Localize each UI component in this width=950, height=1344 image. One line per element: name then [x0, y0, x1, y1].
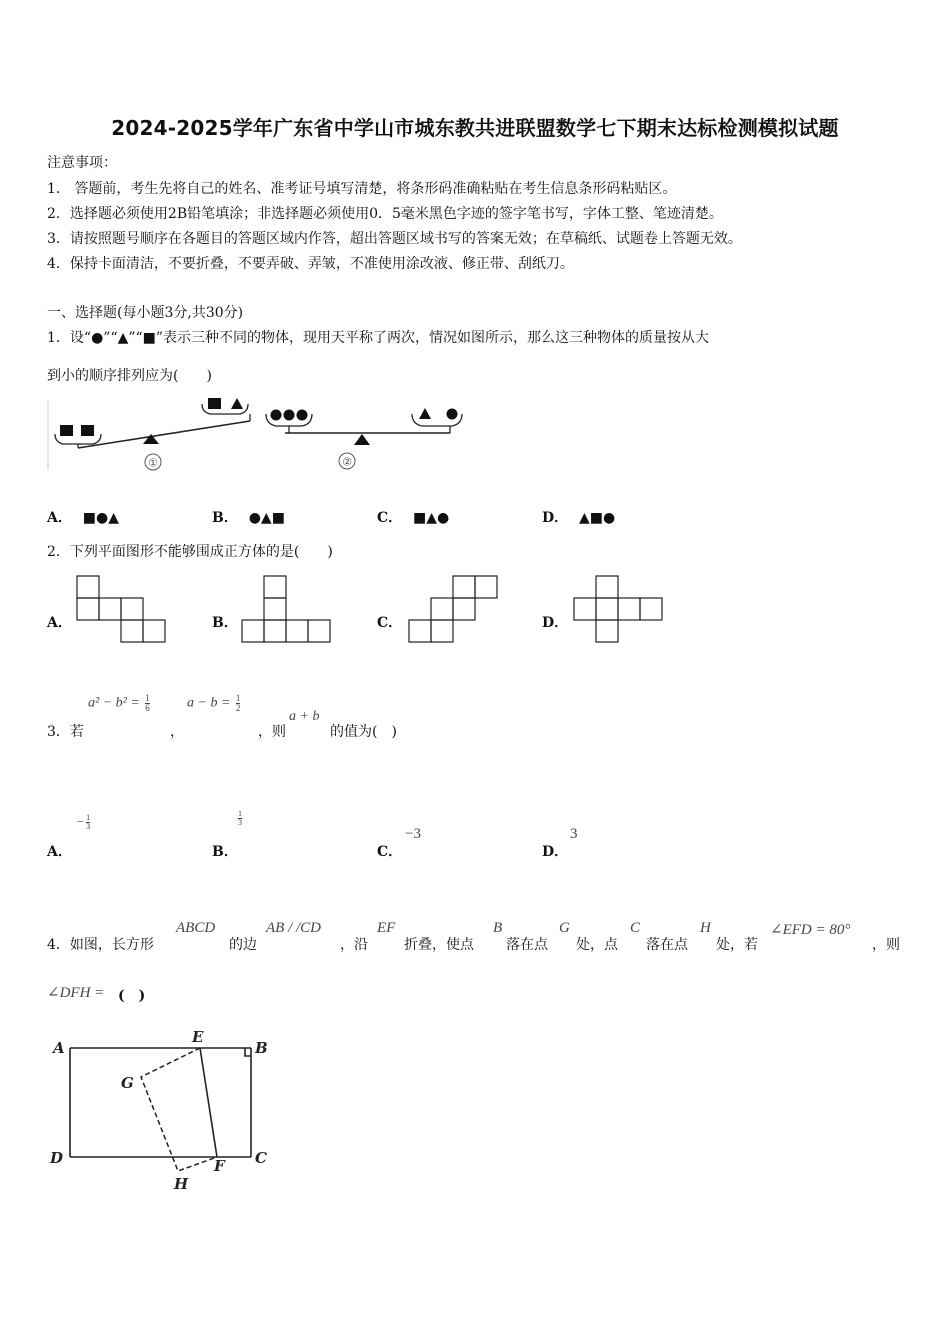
fig1-label: ① [148, 456, 158, 470]
notice-item-4: 4．保持卡面清洁，不要折叠，不要弄破、弄皱，不准使用涂改液、修正带、刮纸刀。 [47, 256, 574, 272]
cube-net-d [574, 576, 669, 648]
q3-option-c[interactable]: C． [377, 844, 403, 860]
option-letter: D． [542, 510, 569, 526]
label-b: B [255, 1039, 268, 1057]
q1-stem-line2: 到小的顺序排列应为( ) [47, 368, 212, 384]
q3-option-a[interactable]: A． [47, 844, 72, 860]
q3-expr-a2-b2: a² − b² = $\frac{1}{6}$ [88, 693, 150, 713]
q1-option-c[interactable] [377, 507, 449, 527]
q4-math-abcd: ABCD [176, 920, 216, 936]
cube-net-b [242, 576, 337, 648]
balance-figure-1 [45, 392, 260, 477]
q1-option-d[interactable] [542, 507, 615, 527]
q2-option-a[interactable]: A． [47, 615, 72, 631]
option-shapes: ●▲■ [248, 510, 285, 526]
q3-option-a-value: − $\frac{1}{3}$ [76, 813, 91, 831]
q3-option-b-value: $\frac{1}{3}$ [238, 809, 242, 827]
label-e: E [192, 1028, 204, 1046]
label-a: A [53, 1039, 65, 1057]
q4-math-angle-efd: ∠EFD = 80° [770, 922, 851, 938]
q3-option-d-value: 3 [570, 826, 578, 842]
q4-text-10: ( ) [118, 988, 146, 1004]
q4-text-8: 处，若 [716, 937, 758, 953]
option-letter: B． [212, 510, 238, 526]
q1-option-b[interactable] [212, 507, 285, 527]
q3-expr-a-b: a − b = $\frac{1}{2}$ [187, 693, 241, 713]
label-f: F [214, 1157, 225, 1175]
q3-then: ，则 [258, 724, 286, 740]
cube-net-a [77, 576, 172, 648]
q3-comma: ， [170, 724, 184, 740]
q3-option-c-value: −3 [405, 826, 421, 842]
cube-net-c [409, 576, 504, 648]
q4-text-2: 的边 [229, 937, 257, 953]
option-shapes: ■●▲ [82, 510, 119, 526]
q4-math-g: G [559, 920, 570, 936]
notice-item-3: 3．请按照题号顺序在各题目的答题区域内作答，超出答题区域书写的答案无效；在草稿纸、试题卷上答题无效。 [47, 231, 742, 247]
q2-option-c[interactable]: C． [377, 615, 403, 631]
q4-text-5: 落在点 [506, 937, 548, 953]
q4-math-angle-dfh: ∠DFH = [47, 985, 105, 1001]
option-letter: A． [47, 510, 72, 526]
q4-math-h: H [700, 920, 711, 936]
notice-item-2: 2．选择题必须使用2B铅笔填涂；非选择题必须使用0．5毫米黑色字迹的签字笔书写，字体工整、笔迹清楚。 [47, 206, 723, 222]
q4-math-b: B [493, 920, 503, 936]
q4-text-4: 折叠，使点 [404, 937, 474, 953]
q3-option-d[interactable]: D． [542, 844, 569, 860]
option-shapes: ▲■● [579, 510, 616, 526]
q1-stem-line1: 1．设“●”“▲”“■”表示三种不同的物体，现用天平称了两次，情况如图所示，那么这三种物体的质量按从大 [47, 330, 710, 346]
folded-rectangle-figure [45, 1025, 280, 1200]
q4-math-parallel: AB / /CD [266, 920, 321, 936]
label-g: G [121, 1074, 134, 1092]
balance-figure-2 [262, 404, 472, 479]
q4-text-6: 处，点 [576, 937, 618, 953]
label-c: C [255, 1149, 267, 1167]
q3-option-b[interactable]: B． [212, 844, 238, 860]
q2-option-d[interactable]: D． [542, 615, 569, 631]
q1-option-a[interactable] [47, 507, 119, 527]
q3-suffix: 的值为( ) [330, 724, 397, 740]
option-shapes: ■▲● [413, 510, 450, 526]
q4-text-1: 4．如图，长方形 [47, 937, 154, 953]
notice-item-1: 1． 答题前，考生先将自己的姓名、准考证号填写清楚，将条形码准确粘贴在考生信息条形码粘贴区。 [47, 181, 677, 197]
fig2-label: ② [342, 455, 352, 469]
q4-text-7: 落在点 [646, 937, 688, 953]
q4-text-3: ，沿 [340, 937, 368, 953]
q4-math-ef: EF [377, 920, 396, 936]
notice-heading: 注意事项： [47, 155, 117, 171]
label-h: H [174, 1175, 189, 1193]
q3-expr-a-plus-b: a + b [289, 709, 320, 724]
option-letter: C． [377, 510, 403, 526]
label-d: D [50, 1149, 64, 1167]
q2-option-b[interactable]: B． [212, 615, 238, 631]
page-title: 2024-2025学年广东省中学山市城东教共进联盟数学七下期末达标检测模拟试题 [111, 116, 839, 140]
q3-prefix: 3．若 [47, 724, 84, 740]
q4-math-c: C [630, 920, 641, 936]
q4-text-9: ，则 [872, 937, 900, 953]
q2-stem: 2．下列平面图形不能够围成正方体的是( ) [47, 544, 333, 560]
section-heading: 一、选择题(每小题3分,共30分) [47, 305, 244, 321]
